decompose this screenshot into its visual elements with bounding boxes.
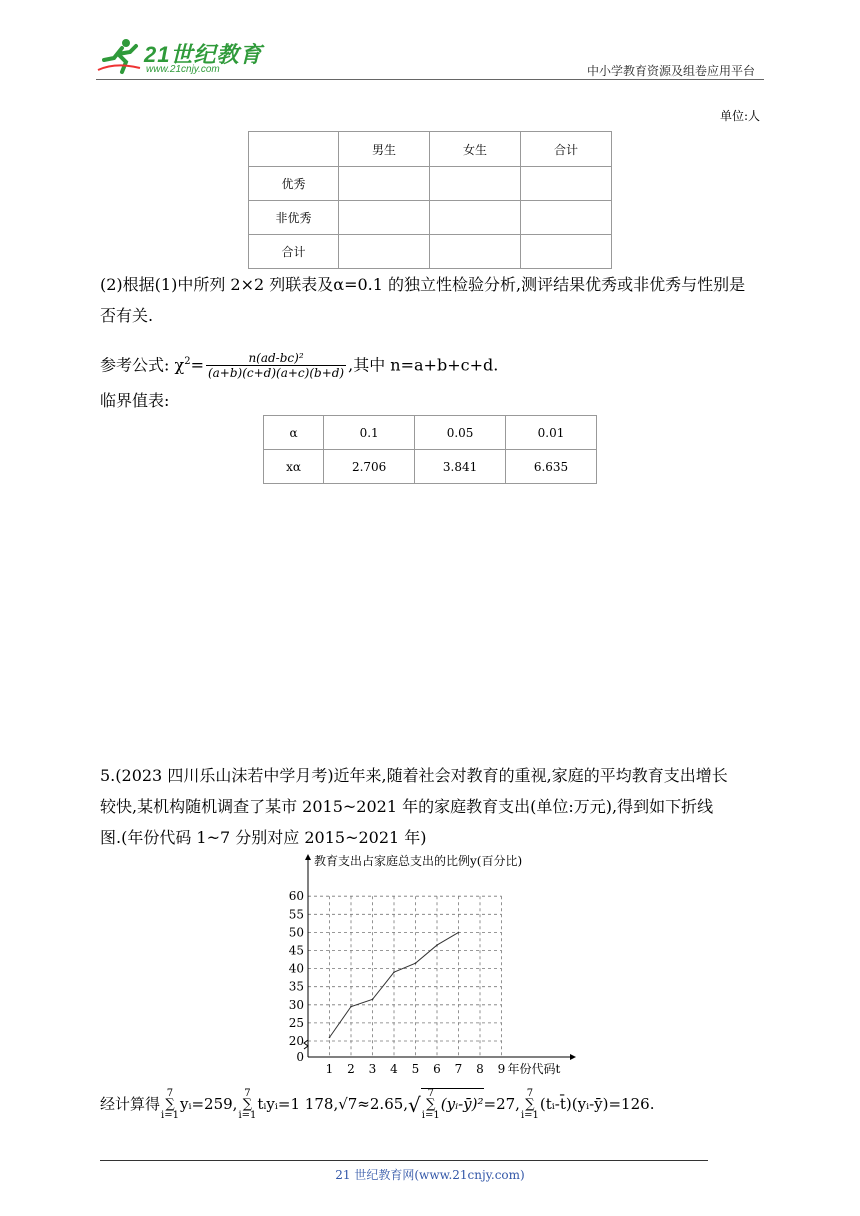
x-tick-label: 6	[433, 1062, 441, 1076]
y-tick-label: 60	[288, 889, 304, 904]
sum-top: 7	[244, 1088, 251, 1099]
calc-part-4: (tᵢ-t̄)(yᵢ-ȳ)=126.	[539, 1095, 655, 1113]
x-axis-arrow-icon	[570, 1054, 576, 1060]
table-cell: 男生	[339, 132, 430, 167]
data-point	[436, 944, 438, 946]
question-5	[100, 760, 765, 853]
table-row	[249, 167, 612, 201]
critical-label: 临界值表:	[100, 391, 170, 410]
x-tick-label: 9	[497, 1062, 506, 1076]
calc-intro: 经计算得	[100, 1095, 161, 1113]
table-cell	[249, 132, 339, 167]
table-cell	[520, 201, 611, 235]
y-axis-label: 教育支出占家庭总支出的比例y(百分比)	[314, 854, 523, 868]
sqrt-body	[421, 1088, 484, 1121]
series-line	[330, 932, 459, 1037]
table-cell	[520, 167, 611, 201]
sqrt-icon: √	[408, 1093, 421, 1117]
table-cell: 0.05	[415, 416, 506, 450]
question-2	[100, 269, 765, 331]
question-5-line-2: 较快,某机构随机调查了某市 2015~2021 年的家庭教育支出(单位:万元),得到如下折线	[100, 797, 714, 816]
question-5-line-1: 5.(2023 四川乐山沫若中学月考)近年来,随着社会对教育的重视,家庭的平均教育支出增长	[100, 766, 728, 785]
y-tick-label: 30	[288, 997, 304, 1012]
table-row	[249, 201, 612, 235]
formula-sup: 2	[184, 356, 191, 367]
formula-fraction	[206, 351, 346, 380]
line-chart	[280, 852, 580, 1082]
table-cell: 女生	[429, 132, 520, 167]
footer-divider	[100, 1160, 708, 1161]
footer-text: 21 世纪教育网(www.21cnjy.com)	[335, 1168, 525, 1182]
sum-top: 7	[166, 1088, 174, 1099]
formula-prefix: 参考公式: χ	[100, 355, 185, 375]
x-tick-label: 7	[454, 1062, 463, 1076]
question-5-line-3: 图.(年份代码 1~7 分别对应 2015~2021 年)	[100, 828, 427, 847]
y-tick-label: 55	[288, 907, 304, 922]
formula-equals: =	[190, 355, 204, 375]
y-tick-label: 45	[288, 943, 304, 958]
sum-bottom: i=1	[161, 1110, 179, 1121]
y-tick-label: 35	[288, 979, 304, 994]
logo-url: www.21cnjy.com	[146, 64, 220, 75]
table-cell	[429, 201, 520, 235]
sum-symbol: 7 ∑ i=1	[520, 1088, 539, 1121]
header-platform-text: 中小学教育资源及组卷应用平台	[586, 64, 755, 78]
sum-top: 7	[526, 1088, 534, 1099]
x-tick-label: 8	[476, 1062, 484, 1076]
table-cell: 6.635	[506, 450, 597, 484]
x-axis-label: 年份代码t	[507, 1062, 561, 1076]
contingency-table	[248, 131, 612, 269]
y-tick-label: 40	[288, 961, 304, 976]
data-point	[393, 971, 395, 973]
table-cell: 2.706	[324, 450, 415, 484]
table-row	[264, 416, 597, 450]
table-cell: 合计	[249, 235, 339, 269]
sum-symbol: 7 ∑ i=1	[161, 1088, 179, 1121]
table-cell	[339, 235, 430, 269]
critical-value-table	[263, 415, 597, 484]
table-row	[249, 132, 612, 167]
runner-logo-icon	[96, 36, 144, 76]
data-point	[329, 1037, 331, 1039]
y-tick-label: 20	[288, 1034, 304, 1048]
unit-label: 单位:人	[719, 109, 760, 123]
table-cell: 合计	[520, 132, 611, 167]
formula-denominator: (a+b)(c+d)(a+c)(b+d)	[207, 366, 345, 381]
reference-formula	[100, 346, 765, 380]
header-divider	[96, 79, 764, 80]
calc-part-1: yᵢ=259,	[179, 1095, 238, 1113]
table-cell	[339, 167, 430, 201]
sum-bottom: i=1	[238, 1110, 257, 1121]
table-cell	[429, 235, 520, 269]
table-cell	[429, 167, 520, 201]
data-point	[458, 932, 460, 934]
sum-bottom: i=1	[520, 1110, 539, 1121]
x-tick-label: 3	[368, 1062, 377, 1076]
calc-part-3-body: (yᵢ-ȳ)²	[440, 1095, 484, 1113]
data-point	[415, 962, 417, 964]
formula-numerator: n(ad-bc)²	[206, 351, 346, 366]
x-tick-label: 1	[325, 1062, 334, 1076]
calc-part-3: =27,	[483, 1095, 520, 1113]
calc-part-2: tᵢyᵢ=1 178,√7≈2.65,	[257, 1095, 409, 1113]
question-2-line-1: (2)根据(1)中所列 2×2 列联表及α=0.1 的独立性检验分析,测评结果优秀或非优秀与性别是	[100, 275, 746, 294]
calc-line	[100, 1088, 800, 1121]
table-cell	[339, 201, 430, 235]
y-tick-label: 50	[288, 925, 304, 940]
y-axis-arrow-icon	[305, 854, 311, 860]
site-logo	[96, 36, 266, 76]
data-point	[350, 1006, 352, 1008]
sum-top: 7	[427, 1088, 434, 1099]
sum-bottom: i=1	[421, 1110, 440, 1121]
table-cell: 3.841	[415, 450, 506, 484]
table-cell: xα	[264, 450, 324, 484]
y-tick-label: 0	[296, 1050, 304, 1064]
table-cell: 非优秀	[249, 201, 339, 235]
x-tick-label: 4	[390, 1062, 398, 1076]
axis-break-icon	[304, 1040, 308, 1049]
table-cell: 0.01	[506, 416, 597, 450]
sum-symbol: 7 ∑ i=1	[421, 1088, 440, 1121]
sum-symbol: 7 ∑ i=1	[238, 1088, 257, 1121]
table-row	[264, 450, 597, 484]
x-tick-label: 5	[411, 1062, 420, 1076]
table-cell: 0.1	[324, 416, 415, 450]
table-cell: α	[264, 416, 324, 450]
table-row	[249, 235, 612, 269]
y-tick-label: 25	[288, 1015, 304, 1030]
table-cell	[520, 235, 611, 269]
formula-suffix: ,其中 n=a+b+c+d.	[348, 355, 499, 375]
x-tick-label: 2	[347, 1062, 355, 1076]
data-point	[372, 999, 374, 1001]
question-2-line-2: 否有关.	[100, 306, 154, 325]
logo-text: 21世纪教育	[144, 42, 263, 67]
table-cell: 优秀	[249, 167, 339, 201]
